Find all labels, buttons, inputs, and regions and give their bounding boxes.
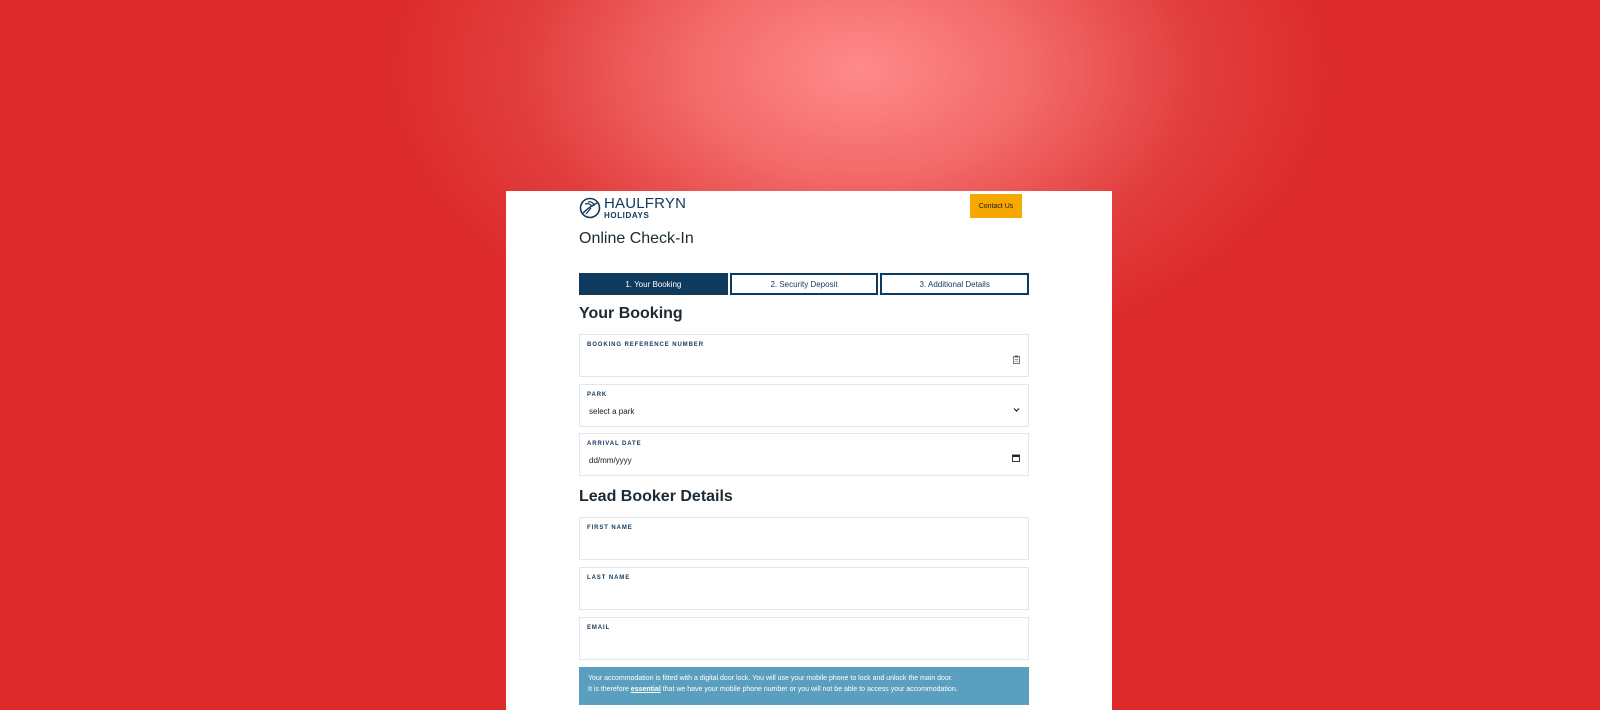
- first-name-label: FIRST NAME: [587, 525, 633, 531]
- booking-reference-field[interactable]: [579, 334, 1029, 377]
- notice-line-2: [588, 684, 1020, 695]
- your-booking-heading: Your Booking: [579, 305, 683, 322]
- page-title: Online Check-In: [579, 230, 694, 247]
- lead-booker-heading: Lead Booker Details: [579, 488, 733, 505]
- first-name-field[interactable]: [579, 517, 1029, 560]
- last-name-field[interactable]: [579, 567, 1029, 610]
- park-selected-value[interactable]: select a park: [589, 407, 635, 416]
- park-select[interactable]: [579, 384, 1029, 427]
- checkin-steps: [579, 273, 1029, 295]
- arrival-date-field[interactable]: [579, 433, 1029, 476]
- logo-main-text: HAULFRYN: [604, 195, 687, 212]
- park-label: PARK: [587, 392, 608, 398]
- calendar-icon[interactable]: [1012, 454, 1020, 464]
- booking-reference-label: BOOKING REFERENCE NUMBER: [587, 342, 704, 348]
- notice-line-1: Your accommodation is fitted with a digital door lock. You will use your mobile phone to lock and unlock the main door.: [588, 675, 953, 682]
- palm-tree-logo-icon: [579, 197, 601, 219]
- arrival-date-label: ARRIVAL DATE: [587, 441, 642, 447]
- arrival-date-input[interactable]: dd/mm/yyyy: [589, 456, 632, 465]
- clipboard-icon[interactable]: [1013, 355, 1020, 366]
- notice-emphasis: essential: [630, 686, 661, 693]
- notice-line-2-before: It is therefore: [588, 686, 631, 693]
- email-label: EMAIL: [587, 625, 611, 631]
- haulfryn-logo[interactable]: [579, 196, 686, 220]
- chevron-down-icon[interactable]: [1013, 405, 1020, 415]
- last-name-label: LAST NAME: [587, 575, 631, 581]
- logo-sub-text: HOLIDAYS: [604, 211, 650, 220]
- digital-lock-notice: [579, 667, 1029, 705]
- email-field[interactable]: [579, 617, 1029, 660]
- notice-line-2-after: that we have your mobile phone number or you will not be able to access your accommodation.: [660, 686, 958, 693]
- contact-us-button[interactable]: Contact Us: [970, 194, 1022, 218]
- step-your-booking[interactable]: 1. Your Booking: [579, 273, 728, 295]
- step-security-deposit[interactable]: 2. Security Deposit: [730, 273, 879, 295]
- checkin-panel: [506, 191, 1112, 710]
- logo-wordmark: [604, 196, 686, 220]
- step-additional-details[interactable]: 3. Additional Details: [880, 273, 1029, 295]
